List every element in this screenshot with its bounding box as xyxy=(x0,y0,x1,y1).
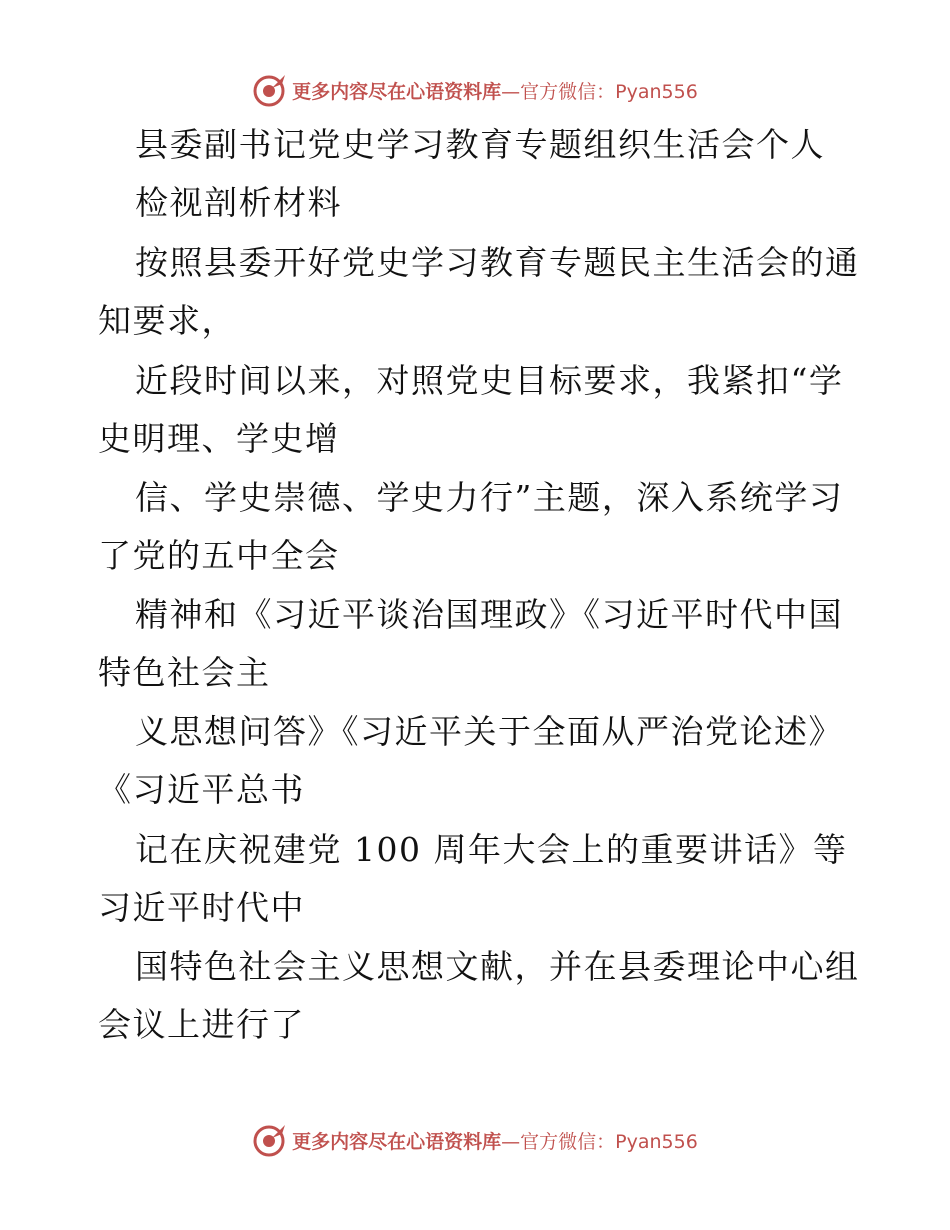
watermark-text xyxy=(292,1127,698,1154)
doc-text-line: 国特色社会主义思想文献，并在县委理论中心组 xyxy=(135,947,860,986)
watermark-header xyxy=(0,70,950,110)
quill-logo-icon xyxy=(252,1122,288,1158)
watermark-footer xyxy=(0,1120,950,1160)
doc-text-line: 近段时间以来，对照党史目标要求，我紧扣“学 xyxy=(135,361,844,400)
doc-text-line: 信、学史崇德、学史力行”主题，深入系统学习 xyxy=(135,478,844,517)
doc-text-line: 精神和《习近平谈治国理政》《习近平时代中国 xyxy=(135,595,843,634)
doc-text-line: 《习近平总书 xyxy=(98,770,305,809)
watermark-suffix: 官方微信：Pyan556 xyxy=(520,1130,698,1153)
doc-text-line: 义思想问答》《习近平关于全面从严治党论述》 xyxy=(135,712,843,751)
watermark-text xyxy=(292,77,698,104)
doc-text-line: 记在庆祝建党 100 周年大会上的重要讲话》等 xyxy=(135,830,848,869)
doc-title-line-1: 县委副书记党史学习教育专题组织生活会个人 xyxy=(135,125,825,164)
doc-title-line-2: 检视剖析材料 xyxy=(135,183,342,222)
doc-text-line: 会议上进行了 xyxy=(98,1005,305,1044)
doc-text-line: 特色社会主 xyxy=(98,653,271,692)
watermark-dash: — xyxy=(501,1130,521,1153)
doc-text-line: 了党的五中全会 xyxy=(98,536,340,575)
doc-text-line: 按照县委开好党史学习教育专题民主生活会的通 xyxy=(135,243,860,282)
watermark-dash: — xyxy=(501,80,521,103)
doc-text-line: 知要求， xyxy=(98,301,236,340)
doc-text-line: 习近平时代中 xyxy=(98,888,305,927)
watermark-suffix: 官方微信：Pyan556 xyxy=(520,80,698,103)
watermark-brand: 更多内容尽在心语资料库 xyxy=(292,80,502,103)
watermark-brand: 更多内容尽在心语资料库 xyxy=(292,1130,502,1153)
quill-logo-icon xyxy=(252,72,288,108)
doc-text-line: 史明理、学史增 xyxy=(98,419,340,458)
